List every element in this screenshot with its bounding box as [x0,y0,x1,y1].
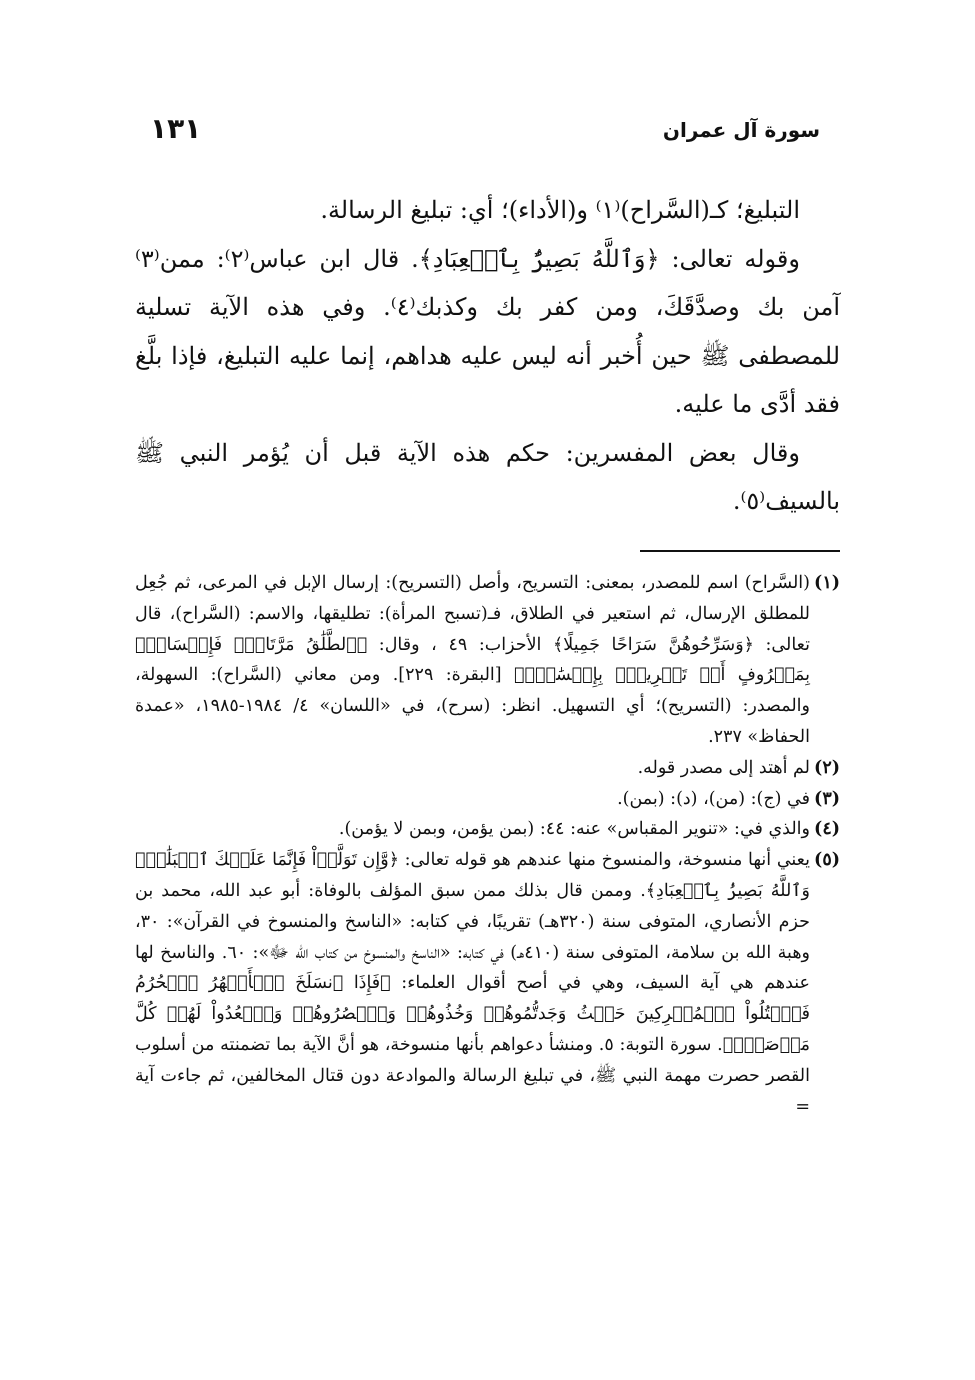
page-header [150,112,820,152]
footnote-text: في (ج): (من)، (د): (بمن). [617,788,810,809]
footnote-text: والذي في: «تنوير المقباس» عنه: ٤٤: (بمن يؤمن، وبمن لا يؤمن). [338,819,810,840]
text-paragraph-1: التبليغ؛ كـ(السَّراح)⁽١⁾ و(الأداء)؛ أي: تبليغ الرسالة. [320,196,800,224]
footnotes [135,568,840,1122]
footnote-5 [135,845,840,1122]
page-number: ١٣١ [150,112,202,145]
footnote-text: لم أهتد إلى مصدر قوله. [637,757,810,778]
footnote-number: (٢) [814,757,840,778]
footnote-number: (١) [814,573,840,593]
text-paragraph-2: وقوله تعالى: ﴿وَٱللَّهُ بَصِيرٌۢ بِٱلۡعِبَادِ﴾. قال ابن عباس⁽٢⁾: ممن⁽٣⁾ آمن بك وصدَّقَكَ، ومن كفر بك وكذبك⁽٤⁾. وفي هذه الآية تسلية للمصطفى ﷺ حين أُخبر أنه ليس عليه هداهم، إنما عليه التبليغ، فإذا بلَّغ فقد أدَّى ما عليه. [135,244,840,418]
footnote-number: (٣) [814,788,840,809]
footnote-1 [135,568,840,753]
footnote-divider [640,550,840,552]
surah-title: سورة آل عمران [662,118,820,142]
footnote-4 [135,814,840,845]
footnote-3 [135,784,840,815]
footnote-2 [135,753,840,784]
footnote-number: (٥) [814,850,840,871]
text-paragraph-3: وقال بعض المفسرين: حكم هذه الآية قبل أن يُؤمر النبي ﷺ بالسيف⁽٥⁾. [135,438,840,515]
footnote-text: (السَّراح) اسم للمصدر، بمعنى: التسريح، وأصل (التسريح): إرسال الإبل في المرعى، ثم جُعِل للمطلق الإرسال، ثم استعير في الطلاق، فـ(تسبح المرأة): تطليقها، والاسم: (السَّراح)، قال تعالى: ﴿وَسَرِّحُوهُنَّ سَرَاحًا جَمِيلًا﴾ الأحزاب: ٤٩ ، وقال: ﴿ٱلطَّلَٰقُ مَرَّتَانِۖ فَإِمۡسَاكُۢ بِمَعۡرُوفٍ أَوۡ تَسۡرِيحُۢ بِإِحۡسَٰنٖۗ﴾ [البقرة: ٢٢٩]. ومن معاني (السَّراح): السهولة، والمصدر: (التسريح)؛ أي التسهيل. انظر: (سرح)، في «اللسان» ٤/ ١٩٨٤-١٩٨٥، «عمدة الحفاظ» ٢٣٧. [135,573,810,747]
main-text [135,186,840,526]
footnote-number: (٤) [814,819,840,840]
footnote-text: يعني أنها منسوخة، والمنسوخ منها عندهم هو قوله تعالى: ﴿وَّإِن تَوَلَّوۡاْ فَإِنَّمَا عَلَيۡكَ ٱلۡبَلَٰغُۗ وَٱللَّهُ بَصِيرُۢ بِٱلۡعِبَادِ﴾. وممن قال بذلك ممن سبق المؤلف بالوفاة: أبو عبد الله، محمد بن حزم الأنصاري، المتوفى سنة (٣٢٠هـ) تقريبًا، في كتابه: «الناسخ والمنسوخ في القرآن»: ٣٠، وهبة الله بن سلامة، المتوفى سنة (٤١٠هـ) في كتابه: «الناسخ والمنسوخ من كتاب الله ﷻ»: ٦٠. والناسخ لها عندهم هي آية السيف، وهي في أصح أقوال العلماء: ﴿فَإِذَا ٱنسَلَخَ ٱلۡأَشۡهُرُ ٱلۡحُرُمُ فَٱقۡتُلُواْ ٱلۡمُشۡرِكِينَ حَيۡثُ وَجَدتُّمُوهُمۡ وَخُذُوهُمۡ وَٱحۡصُرُوهُمۡ وَٱقۡعُدُواْ لَهُمۡ كُلَّ مَرۡصَدٖۚ﴾. سورة التوبة: ٥. ومنشأ دعواهم بأنها منسوخة، هو أنَّ الآية بما تضمنته من أسلوب القصر حصرت مهمة النبي ﷺ، في تبليغ الرسالة والموادعة دون قتال المخالفين، ثم جاءت آية = [135,850,811,1117]
